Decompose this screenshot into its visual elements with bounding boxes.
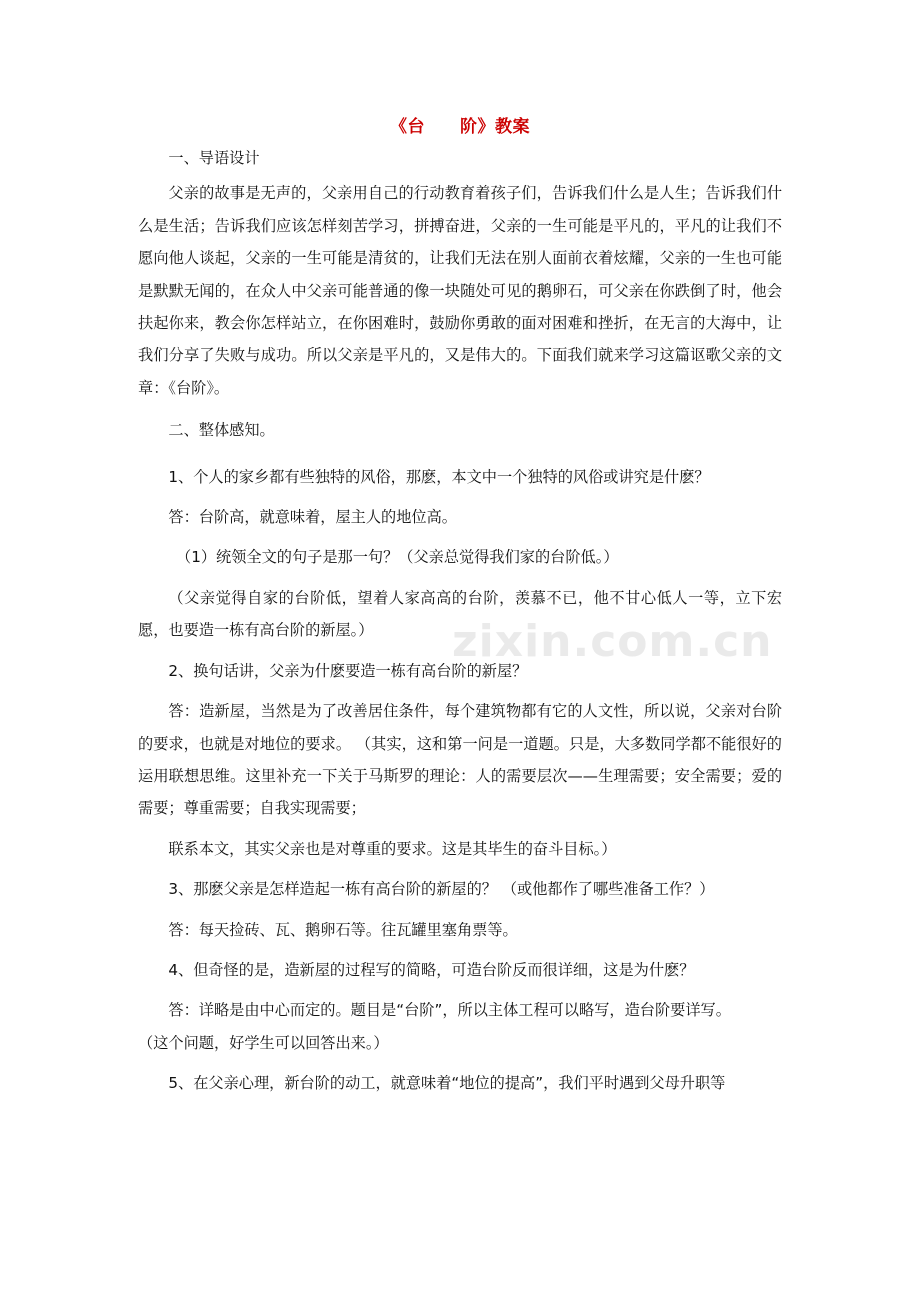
answer-3: 答：每天捡砖、瓦、鹅卵石等。往瓦罐里塞角票等。 [168, 920, 518, 939]
sub-question-1: （1）统领全文的句子是那一句？（父亲总觉得我们家的台阶低。） [176, 548, 619, 567]
answer-1: 答：台阶高，就意味着，屋主人的地位高。 [168, 508, 457, 527]
answer-2-continued: 联系本文，其实父亲也是对尊重的要求。这是其毕生的奋斗目标。） [168, 839, 617, 858]
question-2: 2、换句话讲，父亲为什麽要造一栋有高台阶的新屋？ [168, 661, 528, 680]
question-5: 5、在父亲心理，新台阶的动工，就意味着“地位的提高”，我们平时遇到父母升职等 [168, 1074, 726, 1093]
answer-4: 答：详略是由中心而定的。题目是“台阶”，所以主体工程可以略写，造台阶要详写。 [168, 1001, 731, 1020]
section-heading-overview: 二、整体感知。 [168, 421, 275, 440]
question-4: 4、但奇怪的是，造新屋的过程写的简略，可造台阶反而很详细，这是为什麽？ [168, 960, 695, 979]
answer-4-note: （这个问题，好学生可以回答出来。） [138, 1033, 389, 1052]
note-1: （父亲觉得自家的台阶低，望着人家高高的台阶，羡慕不已，他不甘心低人一等，立下宏愿，也要造一栋有高台阶的新屋。） [138, 588, 782, 640]
question-3: 3、那麽父亲是怎样造起一栋有高台阶的新屋的？ （或他都作了哪些准备工作？） [168, 880, 715, 899]
watermark: zixin.com.cn [452, 616, 773, 667]
section-heading-intro: 一、导语设计 [168, 149, 260, 167]
question-1: 1、个人的家乡都有些独特的风俗，那麽，本文中一个独特的风俗或讲究是什麽？ [168, 467, 710, 486]
answer-2: 答：造新屋，当然是为了改善居住条件，每个建筑物都有它的人文性，所以说，父亲对台阶的要求，也就是对地位的要求。 （其实，这和第一问是一道题。只是，大多数同学都不能很好的运用联想思维。这里补充一下关于马斯罗的理论：人的需要层次——生理需要；安全需要；爱的需要；尊重需要；自我实现需要； [138, 702, 782, 818]
paragraph-intro: 父亲的故事是无声的，父亲用自己的行动教育着孩子们，告诉我们什么是人生；告诉我们什么是生活；告诉我们应该怎样刻苦学习，拼搏奋进，父亲的一生可能是平凡的，平凡的让我们不愿向他人谈起，父亲的一生可能是清贫的，让我们无法在别人面前衣着炫耀，父亲的一生也可能是默默无闻的，在众人中父亲可能普通的像一块随处可见的鹅卵石，可父亲在你跌倒了时，他会扶起你来，教会你怎样站立，在你困难时，鼓励你勇敢的面对困难和挫折，在无言的大海中，让我们分享了失败与成功。所以父亲是平凡的，又是伟大的。下面我们就来学习这篇讴歌父亲的文章：《台阶》。 [138, 184, 782, 397]
document-body [138, 142, 782, 1100]
document-title: 《台 阶》教案 [390, 117, 530, 137]
